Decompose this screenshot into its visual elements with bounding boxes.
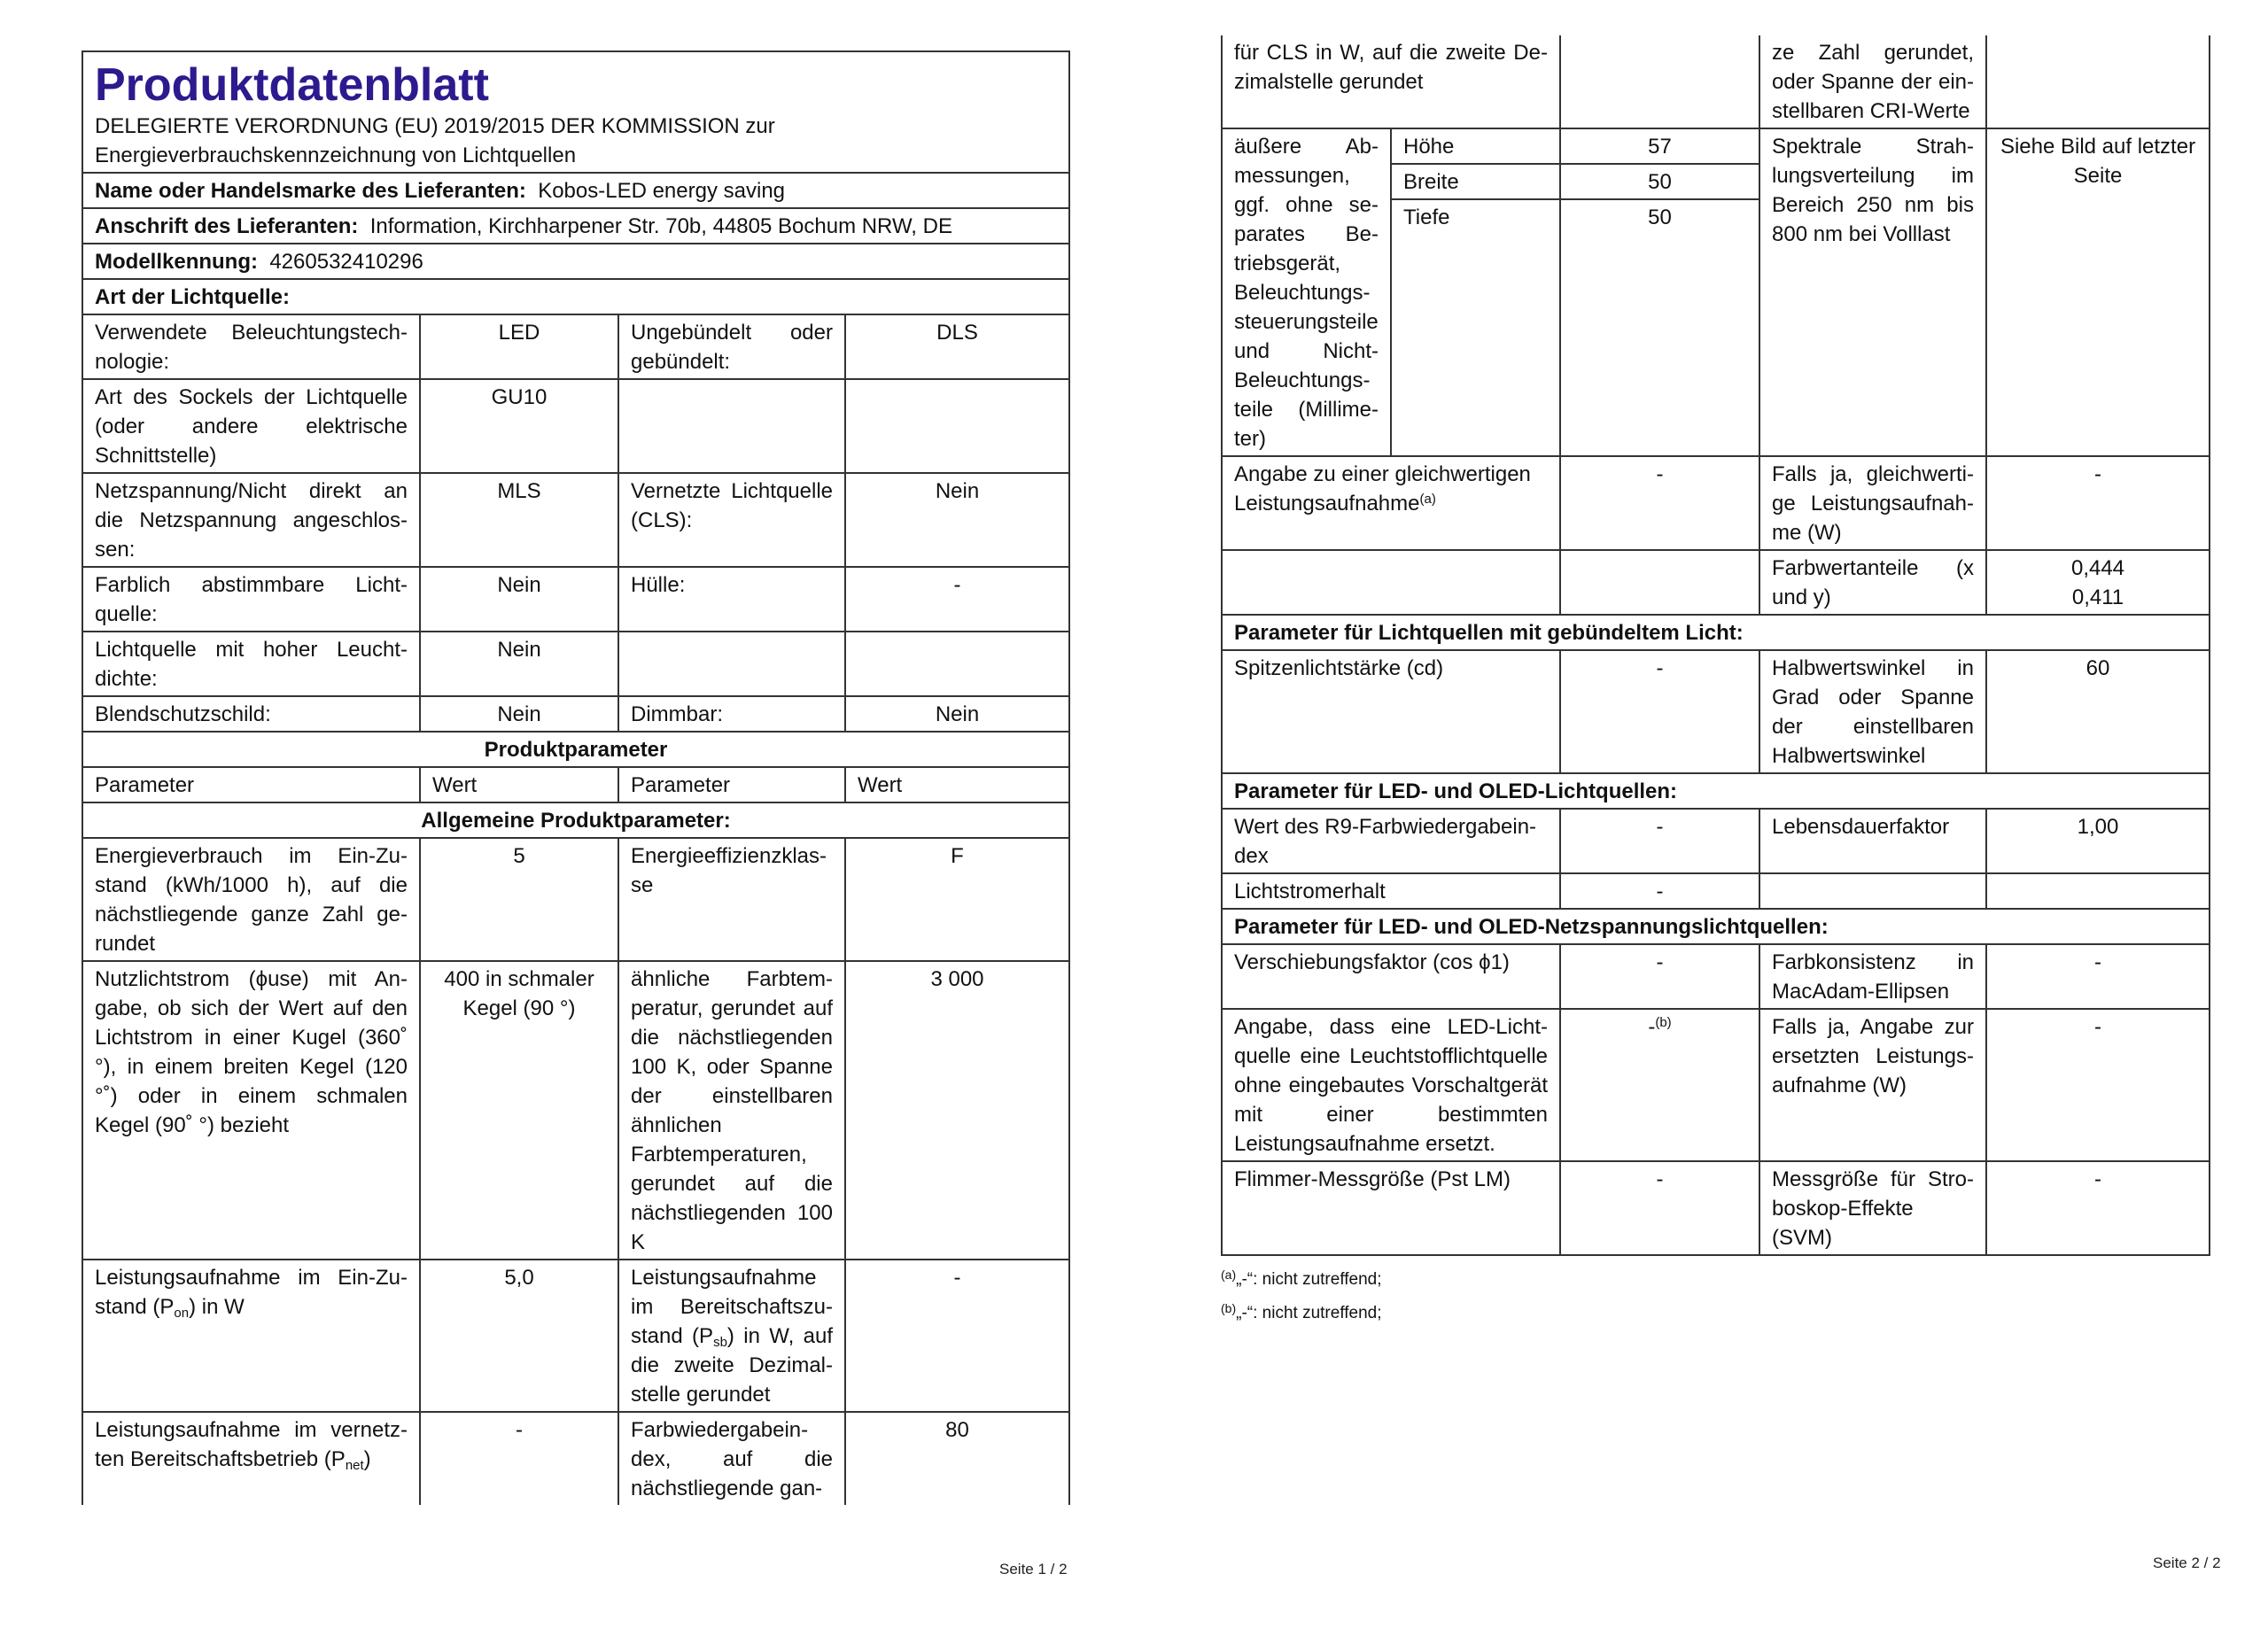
peak-intensity-label: Spitzenlichtstärke (cd): [1222, 650, 1560, 773]
on-mode-power-label: Leistungsaufnahme im Ein-Zustand $(P_{on})$ in W: [82, 1260, 420, 1412]
light-source-type-heading: Art der Lichtquelle:: [82, 279, 1069, 314]
lighting-technology-label: Verwendete Beleuchtungstechnologie:: [82, 314, 420, 379]
table-row: [82, 696, 1069, 732]
column-header-row: [82, 767, 1069, 802]
flicker-metric-value: -: [1560, 1161, 1759, 1255]
empty-cell: [1986, 35, 2210, 128]
r9-label: Wert des R9-Farbwiedergabeindex: [1222, 809, 1560, 873]
efficiency-class-value: F: [845, 838, 1069, 961]
chromaticity-label: Farbwertanteile (x und y): [1759, 550, 1986, 615]
empty-cell: [845, 379, 1069, 473]
chromaticity-value: [1986, 550, 2210, 615]
table-row: [1222, 873, 2210, 909]
energy-consumption-label: Energieverbrauch im Ein-Zustand (kWh/1000 h), auf die nächstliegende ganze Zahl gerundet: [82, 838, 420, 961]
empty-cell: [1986, 873, 2210, 909]
colour-consistency-label: Farbkonsistenz in MacAdam-Ellipsen: [1759, 944, 1986, 1009]
empty-cell: [618, 379, 845, 473]
regulation-line-1: DELEGIERTE VERORDNUNG (EU) 2019/2015 DER KOMMISSION zur: [95, 114, 775, 138]
supplier-address-label: Anschrift des Lieferanten:: [95, 214, 359, 238]
standby-power-label: Leistungsaufnahme im Bereitschaftszustand $(P_{sb})$ in W, auf die zweite Dezimalstelle gerundet: [618, 1260, 845, 1412]
col-header-parameter-2: Parameter: [618, 767, 845, 802]
table-row: [1222, 809, 2210, 873]
high-luminance-value: Nein: [420, 632, 618, 696]
replaced-power-value: -: [1986, 1009, 2210, 1161]
equivalent-power-label: Angabe zu einer gleichwertigen Leistungsaufnahme$^{(a)}$: [1222, 456, 1560, 550]
col-header-parameter: Parameter: [82, 767, 420, 802]
networked-standby-value: -: [420, 1412, 618, 1505]
empty-cell: [1222, 550, 1560, 615]
fluorescent-replacement-value: -$^{(b)}$: [1560, 1009, 1759, 1161]
width-label: Breite: [1391, 164, 1560, 199]
cri-value: 80: [845, 1412, 1069, 1505]
standby-power-value: -: [845, 1260, 1069, 1412]
supplier-address-value: Information, Kirchharpener Str. 70b, 44805 Bochum NRW, DE: [369, 214, 952, 238]
useful-flux-value: 400 in schmaler Kegel (90 °): [420, 961, 618, 1260]
cap-type-label: Art des Sockels der Lichtquelle (oder andere elektrische Schnittstelle): [82, 379, 420, 473]
connected-value: Nein: [845, 473, 1069, 567]
product-params-heading: Produktparameter: [82, 732, 1069, 767]
table-row: [1222, 550, 2210, 615]
table-row: [1222, 456, 2210, 550]
colour-tunable-value: Nein: [420, 567, 618, 632]
beam-angle-value: 60: [1986, 650, 2210, 773]
empty-cell: [618, 632, 845, 696]
empty-cell: [1560, 550, 1759, 615]
envelope-label: Hülle:: [618, 567, 845, 632]
colour-consistency-value: -: [1986, 944, 2210, 1009]
peak-intensity-value: -: [1560, 650, 1759, 773]
table-row: [82, 567, 1069, 632]
energy-consumption-value: 5: [420, 838, 618, 961]
cri-label-continued: ze Zahl gerundet, oder Spanne der einstellbaren CRI-Werte: [1759, 35, 1986, 128]
equivalent-power-yes-label: Falls ja, gleichwertige Leistungsaufnahme (W): [1759, 456, 1986, 550]
spectral-distribution-label: Spektrale Strahlungsverteilung im Bereich 250 nm bis 800 nm bei Volllast: [1759, 128, 1986, 456]
beam-angle-label: Halbwertswinkel in Grad oder Spanne der einstellbaren Halbwertswinkel: [1759, 650, 1986, 773]
dimmable-value: Nein: [845, 696, 1069, 732]
spectral-distribution-value: Siehe Bild auf letzter Seite: [1986, 128, 2210, 456]
displacement-factor-value: -: [1560, 944, 1759, 1009]
table-row: [1222, 1161, 2210, 1255]
width-value: 50: [1560, 164, 1759, 199]
equivalent-power-value: -: [1560, 456, 1759, 550]
table-row: [82, 379, 1069, 473]
directional-label: Ungebündelt oder gebündelt:: [618, 314, 845, 379]
table-row: [82, 1412, 1069, 1505]
networked-standby-label-continued: für CLS in W, auf die zweite Dezimalstelle gerundet: [1222, 35, 1560, 128]
dimensions-label: äußere Abmessungen, ggf. ohne separates Betriebsgerät, Beleuchtungssteuerungsteile und Nicht-Beleuchtungsteile (Millimeter): [1222, 128, 1391, 456]
table-row: [82, 473, 1069, 567]
high-luminance-label: Lichtquelle mit hoher Leuchtdichte:: [82, 632, 420, 696]
useful-flux-label: Nutzlichtstrom (ϕuse) mit Angabe, ob sich der Wert auf den Lichtstrom in einer Kugel (360˚ °), in einem breiten Kegel (120 °˚) oder in einem schmalen Kegel (90˚ °) bezieht: [82, 961, 420, 1260]
flicker-metric-label: Flimmer-Messgröße (Pst LM): [1222, 1161, 1560, 1255]
chromaticity-x: 0,444: [2070, 556, 2125, 580]
r9-value: -: [1560, 809, 1759, 873]
lumen-maintenance-value: -: [1560, 873, 1759, 909]
height-value: 57: [1560, 128, 1759, 164]
height-label: Höhe: [1391, 128, 1560, 164]
fluorescent-replacement-label: Angabe, dass eine LED-Lichtquelle eine Leuchtstofflichtquelle ohne eingebautes Vorschaltgerät mit einer bestimmten Leistungsaufnahme ersetzt.: [1222, 1009, 1560, 1161]
depth-label: Tiefe: [1391, 199, 1560, 456]
page-number: Seite 1 / 2: [999, 1561, 1068, 1578]
envelope-value: -: [845, 567, 1069, 632]
stroboscopic-metric-label: Messgröße für Stroboskop-Effekte (SVM): [1759, 1161, 1986, 1255]
table-row: [82, 838, 1069, 961]
mains-value: MLS: [420, 473, 618, 567]
replaced-power-label: Falls ja, Angabe zur ersetzten Leistungsaufnahme (W): [1759, 1009, 1986, 1161]
col-header-value: Wert: [420, 767, 618, 802]
table-row: [1222, 944, 2210, 1009]
table-row: [1222, 35, 2210, 128]
page-2: [1134, 0, 2268, 1628]
equivalent-power-yes-value: -: [1986, 456, 2210, 550]
survival-factor-value: 1,00: [1986, 809, 2210, 873]
stroboscopic-metric-value: -: [1986, 1161, 2210, 1255]
directional-value: DLS: [845, 314, 1069, 379]
supplier-name-row: [82, 173, 1069, 208]
table-row: [82, 632, 1069, 696]
product-datasheet-table-page2: [1221, 35, 2210, 1256]
directional-params-heading: Parameter für Lichtquellen mit gebündeltem Licht:: [1222, 615, 2210, 650]
on-mode-power-value: 5,0: [420, 1260, 618, 1412]
supplier-name-label: Name oder Handelsmarke des Lieferanten:: [95, 179, 526, 203]
table-row: [82, 1260, 1069, 1412]
model-value: 4260532410296: [269, 250, 423, 274]
led-params-heading: Parameter für LED- und OLED-Lichtquellen:: [1222, 773, 2210, 809]
table-row: [1222, 650, 2210, 773]
connected-label: Vernetzte Lichtquelle (CLS):: [618, 473, 845, 567]
table-row: [1222, 1009, 2210, 1161]
page-number: Seite 2 / 2: [2153, 1554, 2221, 1571]
cap-type-value: GU10: [420, 379, 618, 473]
empty-cell: [1560, 35, 1759, 128]
lumen-maintenance-label: Lichtstromerhalt: [1222, 873, 1560, 909]
anti-glare-label: Blendschutzschild:: [82, 696, 420, 732]
model-label: Modellkennung:: [95, 250, 258, 274]
col-header-value-2: Wert: [845, 767, 1069, 802]
empty-cell: [845, 632, 1069, 696]
footnote-b: $^{(b)}$„-“: nicht zutreffend;: [1221, 1301, 1382, 1322]
displacement-factor-label: Verschiebungsfaktor (cos ϕ1): [1222, 944, 1560, 1009]
supplier-name-value: Kobos-LED energy saving: [538, 179, 786, 203]
depth-value: 50: [1560, 199, 1759, 456]
cct-label: ähnliche Farbtemperatur, gerundet auf die nächstliegenden 100 K, oder Spanne der einstellbaren ähnlichen Farbtemperaturen, gerundet auf die nächstliegenden 100 K: [618, 961, 845, 1260]
survival-factor-label: Lebensdauerfaktor: [1759, 809, 1986, 873]
lighting-technology-value: LED: [420, 314, 618, 379]
cri-label: Farbwiedergabeindex, auf die nächstliegende gan-: [618, 1412, 845, 1505]
model-row: [82, 244, 1069, 279]
efficiency-class-label: Energieeffizienzklasse: [618, 838, 845, 961]
chromaticity-y: 0,411: [2071, 585, 2124, 609]
product-datasheet-table-page1: [82, 50, 1070, 1505]
empty-cell: [1759, 873, 1986, 909]
table-row: [82, 961, 1069, 1260]
regulation-line-2: Energieverbrauchskennzeichnung von Lichtquellen: [95, 143, 577, 167]
header-block: [82, 51, 1069, 173]
mains-label: Netzspannung/Nicht direkt an die Netzspannung angeschlossen:: [82, 473, 420, 567]
mains-led-params-heading: Parameter für LED- und OLED-Netzspannungslichtquellen:: [1222, 909, 2210, 944]
supplier-address-row: [82, 208, 1069, 244]
cct-value: 3 000: [845, 961, 1069, 1260]
dimmable-label: Dimmbar:: [618, 696, 845, 732]
datasheet-title: Produktdatenblatt: [95, 59, 489, 111]
footnote-a: $^{(a)}$„-“: nicht zutreffend;: [1221, 1268, 1382, 1289]
networked-standby-label: Leistungsaufnahme im vernetzten Bereitschaftsbetrieb $(P_{net})$: [82, 1412, 420, 1505]
table-row: [1222, 128, 2210, 164]
colour-tunable-label: Farblich abstimmbare Lichtquelle:: [82, 567, 420, 632]
table-row: [82, 314, 1069, 379]
anti-glare-value: Nein: [420, 696, 618, 732]
general-params-heading: Allgemeine Produktparameter:: [82, 802, 1069, 838]
